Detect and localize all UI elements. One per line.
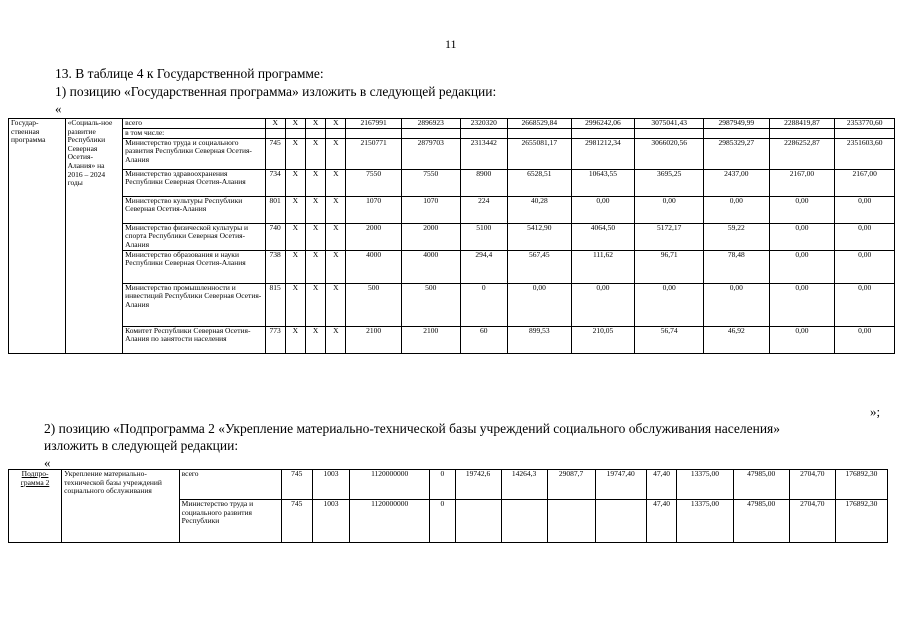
value-cell: 3695,25: [635, 169, 704, 196]
code-cell: X: [326, 196, 346, 223]
table-row: [9, 196, 895, 223]
table-row: [9, 119, 895, 129]
value-cell: 176892,30: [835, 470, 887, 500]
code-cell: X: [326, 326, 346, 353]
value-cell: 0,00: [571, 196, 635, 223]
value-cell: [460, 129, 507, 139]
open-quote-2: «: [44, 455, 51, 470]
value-cell: 7550: [346, 169, 402, 196]
code-cell: 1120000000: [350, 470, 430, 500]
table-row: [9, 223, 895, 250]
value-cell: 19747,40: [595, 470, 646, 500]
value-cell: 2896923: [401, 119, 460, 129]
code-cell: 745: [281, 470, 312, 500]
value-cell: 0,00: [835, 223, 895, 250]
value-cell: 5412,90: [508, 223, 572, 250]
code-cell: 1003: [312, 500, 350, 543]
value-cell: 0,00: [769, 196, 835, 223]
executor-cell: Министерство физической культуры и спорта Республики Северная Осетия-Алания: [123, 223, 265, 250]
code-cell: X: [305, 283, 325, 326]
program-type-cell: Государ-ственная программа: [9, 119, 66, 354]
value-cell: 2167,00: [769, 169, 835, 196]
value-cell: 224: [460, 196, 507, 223]
subprogram-2-table: [8, 469, 888, 543]
value-cell: 6528,51: [508, 169, 572, 196]
value-cell: 19742,6: [455, 470, 501, 500]
value-cell: 0: [460, 283, 507, 326]
value-cell: 1070: [401, 196, 460, 223]
value-cell: 2996242,06: [571, 119, 635, 129]
code-cell: X: [285, 196, 305, 223]
value-cell: [455, 500, 501, 543]
value-cell: 0,00: [835, 326, 895, 353]
code-cell: 740: [265, 223, 285, 250]
value-cell: 2655081,17: [508, 138, 572, 169]
executor-cell: Министерство образования и науки Республики Северная Осетия-Алания: [123, 250, 265, 283]
value-cell: 47,40: [646, 470, 677, 500]
value-cell: 0,00: [769, 326, 835, 353]
code-cell: 815: [265, 283, 285, 326]
value-cell: 2987949,99: [703, 119, 769, 129]
value-cell: 2704,70: [789, 470, 835, 500]
code-cell: 745: [281, 500, 312, 543]
value-cell: 4000: [346, 250, 402, 283]
code-cell: 745: [265, 138, 285, 169]
value-cell: 5100: [460, 223, 507, 250]
code-cell: X: [305, 326, 325, 353]
value-cell: 210,05: [571, 326, 635, 353]
value-cell: 0,00: [571, 283, 635, 326]
table-row: [9, 326, 895, 353]
value-cell: 294,4: [460, 250, 507, 283]
value-cell: 2000: [401, 223, 460, 250]
executor-cell: Комитет Республики Северная Осетия-Алания по занятости населения: [123, 326, 265, 353]
item-2-instruction-cont: изложить в следующей редакции:: [44, 438, 239, 453]
value-cell: 0,00: [508, 283, 572, 326]
value-cell: 2000: [346, 223, 402, 250]
value-cell: 3066020,56: [635, 138, 704, 169]
value-cell: 176892,30: [835, 500, 887, 543]
value-cell: [835, 129, 895, 139]
item-1-instruction: 1) позицию «Государственная программа» изложить в следующей редакции:: [55, 84, 497, 99]
code-cell: X: [265, 119, 285, 129]
value-cell: 78,48: [703, 250, 769, 283]
value-cell: 111,62: [571, 250, 635, 283]
value-cell: 13375,00: [677, 470, 733, 500]
value-cell: 500: [346, 283, 402, 326]
code-cell: X: [305, 223, 325, 250]
value-cell: 500: [401, 283, 460, 326]
value-cell: 0,00: [769, 250, 835, 283]
executor-cell: Министерство труда и социального развития Республики Северная Осетия-Алания: [123, 138, 265, 169]
value-cell: [769, 129, 835, 139]
item-2-instruction: 2) позицию «Подпрограмма 2 «Укрепление материально-технической базы учреждений социального обслуживания населения»: [44, 421, 781, 436]
value-cell: [401, 129, 460, 139]
value-cell: 899,53: [508, 326, 572, 353]
value-cell: 0,00: [635, 196, 704, 223]
subprogram-title-cell: Укрепление материально-технической базы учреждений социального обслуживания: [62, 470, 180, 543]
value-cell: 2150771: [346, 138, 402, 169]
code-cell: X: [285, 250, 305, 283]
value-cell: 47,40: [646, 500, 677, 543]
value-cell: 0,00: [769, 223, 835, 250]
table-row: [9, 138, 895, 169]
value-cell: 96,71: [635, 250, 704, 283]
program-funding-table: [8, 118, 895, 354]
code-cell: X: [326, 138, 346, 169]
code-cell: 0: [430, 470, 456, 500]
close-quote: »;: [870, 404, 881, 419]
value-cell: 2985329,27: [703, 138, 769, 169]
table-row: [9, 129, 895, 139]
table-row: [9, 283, 895, 326]
value-cell: 2313442: [460, 138, 507, 169]
value-cell: 0,00: [703, 283, 769, 326]
code-cell: X: [305, 138, 325, 169]
code-cell: X: [326, 283, 346, 326]
page-number: 11: [445, 37, 457, 51]
value-cell: [501, 500, 547, 543]
value-cell: 2100: [401, 326, 460, 353]
value-cell: 60: [460, 326, 507, 353]
code-cell: X: [326, 223, 346, 250]
value-cell: 10643,55: [571, 169, 635, 196]
code-cell: 1003: [312, 470, 350, 500]
executor-cell: в том числе:: [123, 129, 265, 139]
value-cell: [571, 129, 635, 139]
code-cell: X: [285, 119, 305, 129]
value-cell: 1070: [346, 196, 402, 223]
code-cell: X: [285, 223, 305, 250]
item-13-heading: 13. В таблице 4 к Государственной программе:: [55, 66, 324, 81]
executor-cell: всего: [123, 119, 265, 129]
executor-cell: Министерство труда и социального развития Республики: [179, 500, 281, 543]
value-cell: 47985,00: [733, 500, 789, 543]
value-cell: 47985,00: [733, 470, 789, 500]
value-cell: 5172,17: [635, 223, 704, 250]
code-cell: 773: [265, 326, 285, 353]
subprogram-id-cell: Подпро-грамма 2: [9, 470, 62, 543]
value-cell: 4000: [401, 250, 460, 283]
value-cell: 2288419,87: [769, 119, 835, 129]
value-cell: 2320320: [460, 119, 507, 129]
value-cell: 0,00: [835, 283, 895, 326]
value-cell: 7550: [401, 169, 460, 196]
code-cell: [265, 129, 285, 139]
value-cell: 0,00: [835, 196, 895, 223]
value-cell: 14264,3: [501, 470, 547, 500]
code-cell: [285, 129, 305, 139]
value-cell: 2668529,84: [508, 119, 572, 129]
value-cell: 2286252,87: [769, 138, 835, 169]
code-cell: X: [305, 119, 325, 129]
value-cell: 40,28: [508, 196, 572, 223]
executor-cell: Министерство здравоохранения Республики Северная Осетия-Алания: [123, 169, 265, 196]
value-cell: 567,45: [508, 250, 572, 283]
code-cell: 734: [265, 169, 285, 196]
code-cell: X: [305, 250, 325, 283]
value-cell: 0,00: [769, 283, 835, 326]
value-cell: 29087,7: [547, 470, 595, 500]
value-cell: [635, 129, 704, 139]
value-cell: 56,74: [635, 326, 704, 353]
code-cell: X: [326, 119, 346, 129]
value-cell: 2981212,34: [571, 138, 635, 169]
value-cell: 2704,70: [789, 500, 835, 543]
code-cell: X: [285, 169, 305, 196]
code-cell: [326, 129, 346, 139]
executor-cell: Министерство культуры Республики Северная Осетия-Алания: [123, 196, 265, 223]
value-cell: 2879703: [401, 138, 460, 169]
value-cell: 2351603,60: [835, 138, 895, 169]
value-cell: 46,92: [703, 326, 769, 353]
value-cell: 2437,00: [703, 169, 769, 196]
code-cell: X: [305, 196, 325, 223]
executor-cell: всего: [179, 470, 281, 500]
value-cell: 2100: [346, 326, 402, 353]
program-title-cell: «Социаль-ное развитие Республики Северная Осетия-Алания» на 2016 – 2024 годы: [65, 119, 123, 354]
table-row: [9, 250, 895, 283]
value-cell: 4064,50: [571, 223, 635, 250]
code-cell: X: [305, 169, 325, 196]
code-cell: 1120000000: [350, 500, 430, 543]
executor-cell: Министерство промышленности и инвестиций Республики Северная Осетия-Алания: [123, 283, 265, 326]
value-cell: 3075041,43: [635, 119, 704, 129]
value-cell: 2353770,60: [835, 119, 895, 129]
value-cell: 0,00: [835, 250, 895, 283]
code-cell: 0: [430, 500, 456, 543]
code-cell: 801: [265, 196, 285, 223]
code-cell: X: [285, 138, 305, 169]
value-cell: 2167,00: [835, 169, 895, 196]
value-cell: [547, 500, 595, 543]
value-cell: [595, 500, 646, 543]
table-row: [9, 169, 895, 196]
code-cell: X: [326, 169, 346, 196]
code-cell: X: [326, 250, 346, 283]
open-quote: «: [55, 101, 62, 116]
code-cell: X: [285, 283, 305, 326]
value-cell: 2167991: [346, 119, 402, 129]
value-cell: [703, 129, 769, 139]
code-cell: [305, 129, 325, 139]
code-cell: 738: [265, 250, 285, 283]
value-cell: 0,00: [635, 283, 704, 326]
value-cell: 0,00: [703, 196, 769, 223]
value-cell: 13375,00: [677, 500, 733, 543]
code-cell: X: [285, 326, 305, 353]
value-cell: 8900: [460, 169, 507, 196]
value-cell: 59,22: [703, 223, 769, 250]
value-cell: [346, 129, 402, 139]
table-row: [9, 470, 888, 500]
value-cell: [508, 129, 572, 139]
